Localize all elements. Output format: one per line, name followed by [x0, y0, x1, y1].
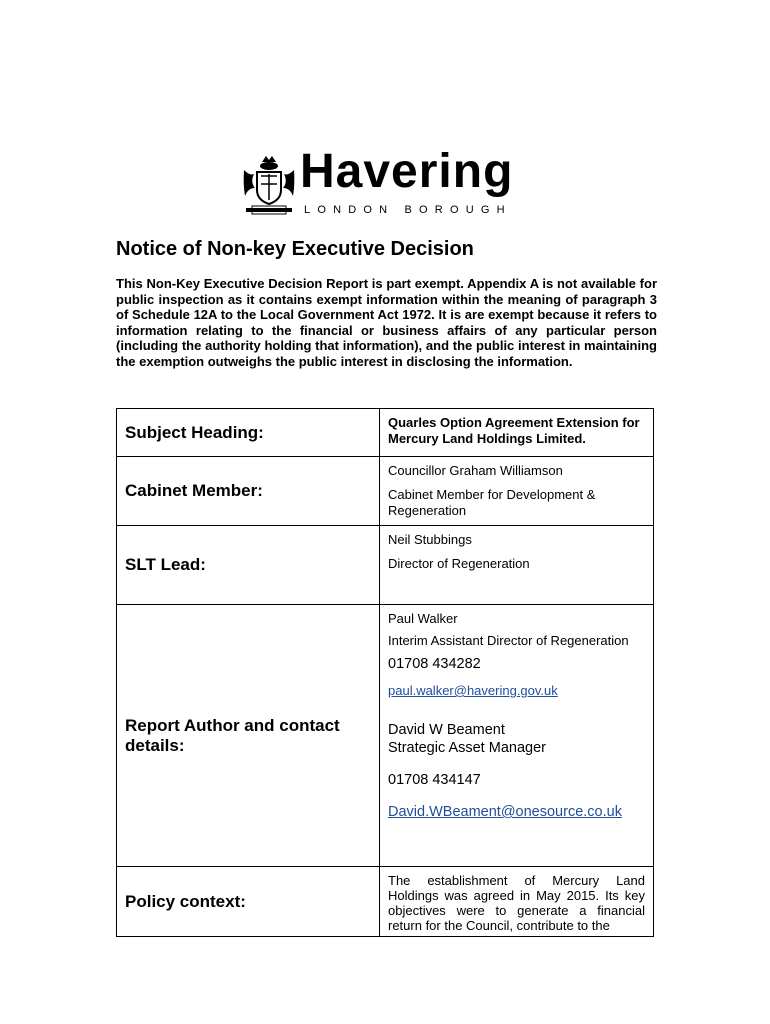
row-label: Subject Heading:	[125, 422, 264, 442]
logo-wordmark: Havering	[300, 145, 514, 198]
slt-lead-name: Neil Stubbings	[388, 532, 472, 547]
table-row	[117, 526, 654, 605]
row-label: Cabinet Member:	[125, 481, 263, 500]
slt-lead-label-cell	[117, 526, 380, 605]
row-label: SLT Lead:	[125, 555, 206, 574]
author-role: Interim Assistant Director of Regeneration	[388, 633, 629, 648]
decision-details-table	[116, 408, 654, 937]
table-row	[117, 605, 654, 867]
second-author-name: David W Beament	[388, 722, 505, 738]
author-email-link[interactable]: paul.walker@havering.gov.uk	[388, 683, 558, 698]
cabinet-member-role: Cabinet Member for Development & Regeneration	[388, 487, 596, 518]
second-author-role: Strategic Asset Manager	[388, 740, 546, 756]
page-title: Notice of Non-key Executive Decision	[116, 238, 474, 260]
havering-logo	[240, 145, 530, 220]
subject-heading-label-cell	[117, 409, 380, 457]
policy-context-label-cell	[117, 867, 380, 937]
cabinet-member-name: Councillor Graham Williamson	[388, 463, 563, 478]
second-author-email-link[interactable]: David.WBeament@onesource.co.uk	[388, 804, 622, 820]
author-phone: 01708 434282	[388, 656, 481, 672]
report-author-value-cell	[380, 605, 654, 867]
coat-of-arms-icon	[240, 154, 298, 218]
table-row	[117, 457, 654, 526]
subject-heading-value-cell	[380, 409, 654, 457]
row-label: Policy context:	[125, 891, 246, 911]
row-label: Report Author and contact details:	[125, 715, 340, 755]
policy-context-value-cell	[380, 867, 654, 937]
slt-lead-role: Director of Regeneration	[388, 556, 530, 571]
subject-heading-value: Quarles Option Agreement Extension for Mercury Land Holdings Limited.	[388, 415, 640, 446]
report-author-label-cell	[117, 605, 380, 867]
intro-paragraph: This Non-Key Executive Decision Report is part exempt. Appendix A is not available for public inspection as it contains exempt information within the meaning of paragraph 3 of Schedule 12A to the Local Government Act 1972. It is are exempt because it refers to information relating to the financial or business affairs of any particular person (including the authority holding that information), and the public interest in maintaining the exemption outweighs the public interest in disclosing the information.	[116, 276, 657, 369]
policy-context-text: The establishment of Mercury Land Holdings was agreed in May 2015. Its key objectives were to generate a financial return for the Council, contribute to the	[388, 873, 645, 933]
table-row	[117, 409, 654, 457]
cabinet-member-value-cell	[380, 457, 654, 526]
second-author-phone: 01708 434147	[388, 772, 481, 788]
author-name: Paul Walker	[388, 611, 458, 626]
logo-subtitle: LONDON BOROUGH	[304, 204, 512, 216]
slt-lead-value-cell	[380, 526, 654, 605]
table-row	[117, 867, 654, 937]
cabinet-member-label-cell	[117, 457, 380, 526]
